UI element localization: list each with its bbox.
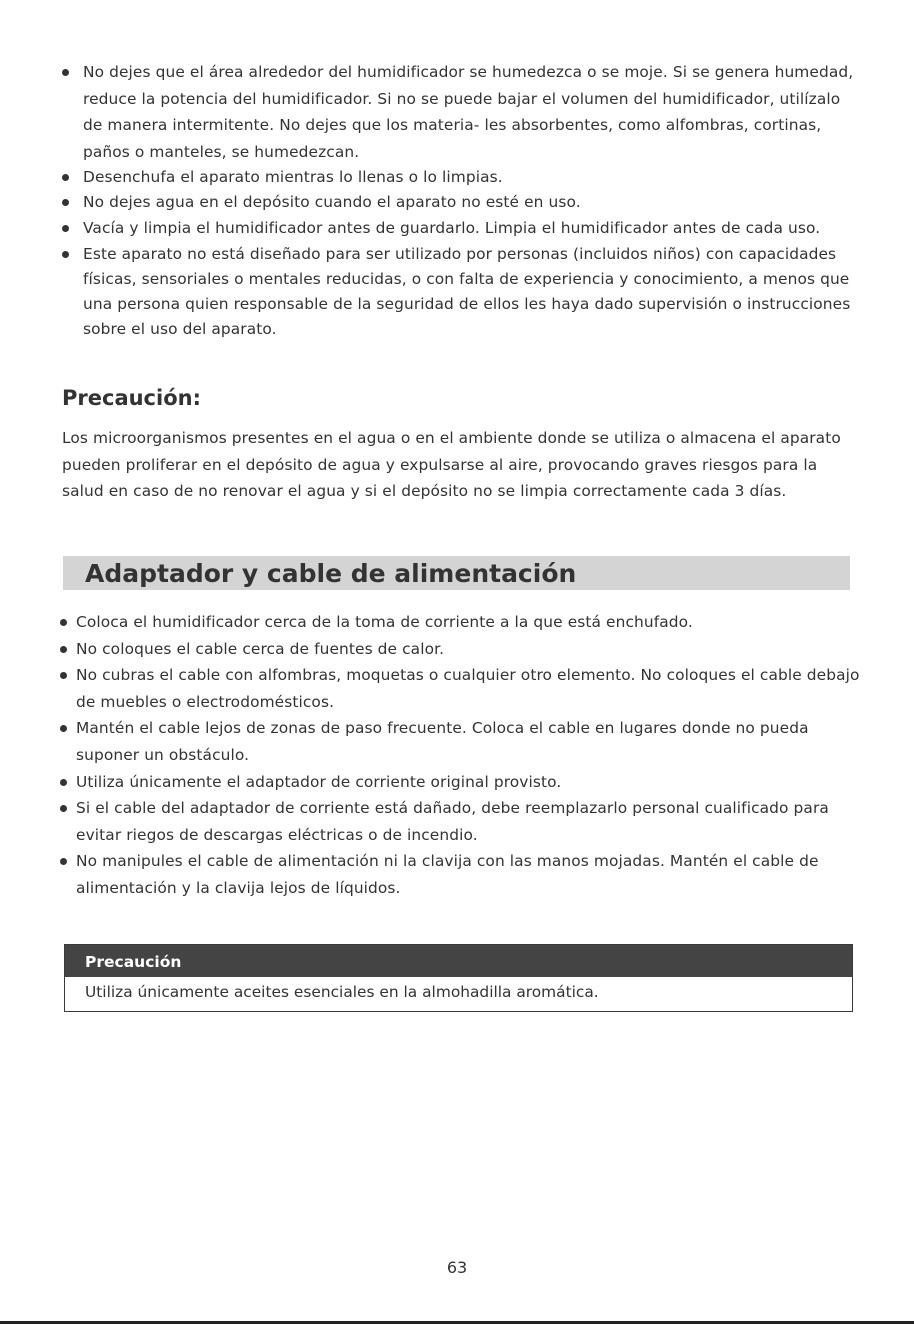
note-body: Utiliza únicamente aceites esenciales en la almohadilla aromática. [85,983,599,1001]
list-item: Utiliza únicamente el adaptador de corriente original provisto. [60,769,860,796]
note-header: Precaución [65,945,852,977]
section-title: Adaptador y cable de alimentación [85,559,577,588]
list-item: No manipules el cable de alimentación ni la clavija con las manos mojadas. Mantén el cable de alimentación y la clavija lejos de líquidos. [60,848,860,901]
section-banner [63,556,850,590]
caution-note-box [64,944,853,1012]
list-item: No coloques el cable cerca de fuentes de calor. [60,636,860,663]
safety-bullet-list [62,59,862,342]
list-item: Este aparato no está diseñado para ser utilizado por personas (incluidos niños) con capacidades físicas, sensoriales o mentales reducidas, o con falta de experiencia y conocimiento, a menos que una persona quien responsable de la seguridad de ellos les haya dado supervisión o instrucciones sobre el uso del aparato. [62,242,862,342]
list-item: No cubras el cable con alfombras, moquetas o cualquier otro elemento. No coloques el cable debajo de muebles o electrodomésticos. [60,662,860,715]
caution-heading: Precaución: [62,386,201,410]
list-item: No dejes agua en el depósito cuando el aparato no esté en uso. [62,190,862,215]
page-number: 63 [446,1258,468,1277]
list-item: Desenchufa el aparato mientras lo llenas o lo limpias. [62,165,862,190]
adapter-bullet-list [60,609,860,902]
list-item: Coloca el humidificador cerca de la toma de corriente a la que está enchufado. [60,609,860,636]
list-item: Si el cable del adaptador de corriente está dañado, debe reemplazarlo personal cualificado para evitar riegos de descargas eléctricas o de incendio. [60,795,860,848]
list-item: No dejes que el área alrededor del humidificador se humedezca o se moje. Si se genera humedad, reduce la potencia del humidificador. Si no se puede bajar el volumen del humidificador, utilízalo de manera intermitente. No dejes que los materia- les absorbentes, como alfombras, cortinas, paños o manteles, se humedezcan. [62,59,862,165]
list-item: Mantén el cable lejos de zonas de paso frecuente. Coloca el cable en lugares donde no pueda suponer un obstáculo. [60,715,860,768]
list-item: Vacía y limpia el humidificador antes de guardarlo. Limpia el humidificador antes de cada uso. [62,215,862,242]
caution-paragraph: Los microorganismos presentes en el agua o en el ambiente donde se utiliza o almacena el aparato pueden proliferar en el depósito de agua y expulsarse al aire, provocando graves riesgos para la salud en caso de no renovar el agua y si el depósito no se limpia correctamente cada 3 días. [62,429,841,501]
